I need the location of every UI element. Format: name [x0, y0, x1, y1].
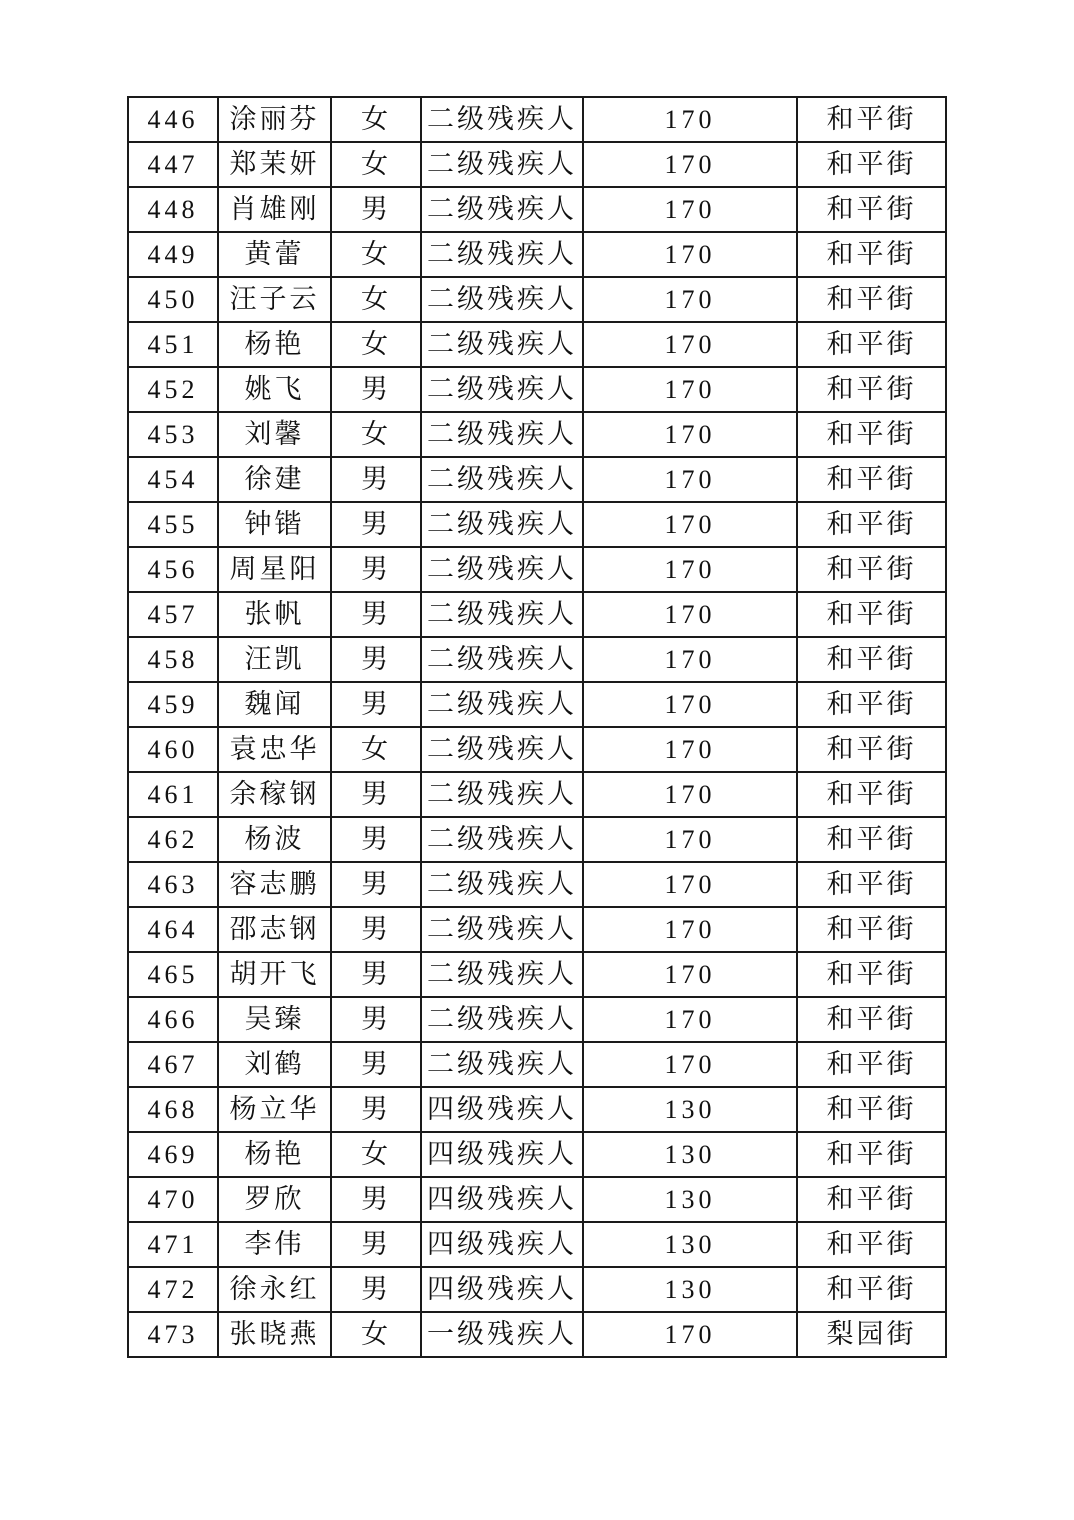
cell-gender: 女 — [331, 322, 421, 367]
cell-disability-level: 二级残疾人 — [421, 232, 583, 277]
cell-amount: 170 — [583, 592, 797, 637]
cell-serial-number: 461 — [128, 772, 218, 817]
table-row — [128, 1267, 946, 1312]
cell-street: 和平街 — [797, 997, 946, 1042]
cell-gender: 男 — [331, 1267, 421, 1312]
cell-serial-number: 446 — [128, 97, 218, 142]
cell-name: 杨立华 — [218, 1087, 331, 1132]
cell-serial-number: 451 — [128, 322, 218, 367]
table-row — [128, 772, 946, 817]
table-row — [128, 142, 946, 187]
cell-street: 梨园街 — [797, 1312, 946, 1357]
cell-serial-number: 463 — [128, 862, 218, 907]
cell-serial-number: 448 — [128, 187, 218, 232]
table-row — [128, 502, 946, 547]
cell-amount: 130 — [583, 1177, 797, 1222]
cell-name: 余稼钢 — [218, 772, 331, 817]
cell-serial-number: 471 — [128, 1222, 218, 1267]
cell-street: 和平街 — [797, 772, 946, 817]
cell-gender: 男 — [331, 862, 421, 907]
cell-amount: 170 — [583, 907, 797, 952]
cell-street: 和平街 — [797, 412, 946, 457]
cell-street: 和平街 — [797, 277, 946, 322]
table-body — [128, 97, 946, 1357]
cell-disability-level: 二级残疾人 — [421, 952, 583, 997]
cell-disability-level: 二级残疾人 — [421, 277, 583, 322]
cell-disability-level: 二级残疾人 — [421, 817, 583, 862]
cell-name: 杨艳 — [218, 1132, 331, 1177]
cell-serial-number: 466 — [128, 997, 218, 1042]
cell-street: 和平街 — [797, 1222, 946, 1267]
cell-name: 徐建 — [218, 457, 331, 502]
cell-gender: 男 — [331, 772, 421, 817]
cell-disability-level: 二级残疾人 — [421, 547, 583, 592]
cell-serial-number: 453 — [128, 412, 218, 457]
table-row — [128, 952, 946, 997]
cell-street: 和平街 — [797, 367, 946, 412]
cell-name: 刘鹤 — [218, 1042, 331, 1087]
cell-amount: 170 — [583, 997, 797, 1042]
cell-disability-level: 二级残疾人 — [421, 772, 583, 817]
cell-serial-number: 456 — [128, 547, 218, 592]
cell-amount: 130 — [583, 1132, 797, 1177]
cell-name: 郑茉妍 — [218, 142, 331, 187]
table-row — [128, 907, 946, 952]
cell-disability-level: 二级残疾人 — [421, 682, 583, 727]
cell-disability-level: 二级残疾人 — [421, 907, 583, 952]
cell-gender: 女 — [331, 142, 421, 187]
cell-name: 刘馨 — [218, 412, 331, 457]
cell-gender: 男 — [331, 1222, 421, 1267]
table-row — [128, 187, 946, 232]
cell-gender: 男 — [331, 592, 421, 637]
table-row — [128, 457, 946, 502]
cell-street: 和平街 — [797, 1042, 946, 1087]
cell-gender: 女 — [331, 232, 421, 277]
cell-name: 徐永红 — [218, 1267, 331, 1312]
table-row — [128, 592, 946, 637]
cell-gender: 男 — [331, 1042, 421, 1087]
cell-gender: 女 — [331, 412, 421, 457]
cell-amount: 170 — [583, 277, 797, 322]
table-row — [128, 1087, 946, 1132]
cell-street: 和平街 — [797, 1177, 946, 1222]
cell-gender: 男 — [331, 817, 421, 862]
cell-street: 和平街 — [797, 322, 946, 367]
cell-amount: 170 — [583, 232, 797, 277]
cell-name: 张晓燕 — [218, 1312, 331, 1357]
cell-serial-number: 469 — [128, 1132, 218, 1177]
cell-serial-number: 454 — [128, 457, 218, 502]
cell-street: 和平街 — [797, 142, 946, 187]
cell-name: 魏闻 — [218, 682, 331, 727]
cell-gender: 男 — [331, 187, 421, 232]
cell-name: 杨艳 — [218, 322, 331, 367]
table-row — [128, 817, 946, 862]
cell-amount: 170 — [583, 1312, 797, 1357]
cell-amount: 170 — [583, 97, 797, 142]
cell-name: 钟锴 — [218, 502, 331, 547]
cell-name: 张帆 — [218, 592, 331, 637]
cell-street: 和平街 — [797, 502, 946, 547]
cell-street: 和平街 — [797, 1087, 946, 1132]
cell-serial-number: 457 — [128, 592, 218, 637]
cell-amount: 170 — [583, 187, 797, 232]
cell-gender: 男 — [331, 682, 421, 727]
cell-disability-level: 四级残疾人 — [421, 1087, 583, 1132]
table-row — [128, 727, 946, 772]
cell-gender: 女 — [331, 1312, 421, 1357]
cell-disability-level: 四级残疾人 — [421, 1177, 583, 1222]
cell-name: 胡开飞 — [218, 952, 331, 997]
cell-serial-number: 449 — [128, 232, 218, 277]
cell-street: 和平街 — [797, 1267, 946, 1312]
cell-name: 容志鹏 — [218, 862, 331, 907]
table-row — [128, 277, 946, 322]
cell-serial-number: 458 — [128, 637, 218, 682]
cell-disability-level: 二级残疾人 — [421, 502, 583, 547]
cell-gender: 男 — [331, 907, 421, 952]
cell-serial-number: 462 — [128, 817, 218, 862]
cell-name: 杨波 — [218, 817, 331, 862]
cell-amount: 170 — [583, 322, 797, 367]
cell-name: 李伟 — [218, 1222, 331, 1267]
table-row — [128, 1132, 946, 1177]
cell-amount: 170 — [583, 502, 797, 547]
cell-amount: 170 — [583, 952, 797, 997]
cell-amount: 170 — [583, 637, 797, 682]
cell-name: 罗欣 — [218, 1177, 331, 1222]
cell-disability-level: 二级残疾人 — [421, 862, 583, 907]
cell-disability-level: 四级残疾人 — [421, 1132, 583, 1177]
cell-street: 和平街 — [797, 817, 946, 862]
table-row — [128, 1177, 946, 1222]
cell-gender: 男 — [331, 997, 421, 1042]
cell-street: 和平街 — [797, 97, 946, 142]
cell-gender: 男 — [331, 502, 421, 547]
cell-serial-number: 470 — [128, 1177, 218, 1222]
cell-amount: 130 — [583, 1087, 797, 1132]
cell-serial-number: 452 — [128, 367, 218, 412]
table-row — [128, 322, 946, 367]
cell-street: 和平街 — [797, 547, 946, 592]
cell-amount: 170 — [583, 412, 797, 457]
cell-serial-number: 468 — [128, 1087, 218, 1132]
cell-serial-number: 472 — [128, 1267, 218, 1312]
cell-street: 和平街 — [797, 592, 946, 637]
table-row — [128, 1312, 946, 1357]
cell-serial-number: 455 — [128, 502, 218, 547]
cell-street: 和平街 — [797, 457, 946, 502]
cell-name: 邵志钢 — [218, 907, 331, 952]
cell-disability-level: 二级残疾人 — [421, 97, 583, 142]
cell-amount: 170 — [583, 817, 797, 862]
cell-disability-level: 四级残疾人 — [421, 1267, 583, 1312]
cell-name: 汪子云 — [218, 277, 331, 322]
cell-street: 和平街 — [797, 232, 946, 277]
cell-street: 和平街 — [797, 952, 946, 997]
table-row — [128, 547, 946, 592]
cell-disability-level: 二级残疾人 — [421, 727, 583, 772]
cell-name: 涂丽芬 — [218, 97, 331, 142]
cell-gender: 男 — [331, 1087, 421, 1132]
cell-serial-number: 465 — [128, 952, 218, 997]
cell-disability-level: 二级残疾人 — [421, 367, 583, 412]
cell-disability-level: 二级残疾人 — [421, 457, 583, 502]
cell-amount: 170 — [583, 727, 797, 772]
cell-street: 和平街 — [797, 907, 946, 952]
cell-serial-number: 450 — [128, 277, 218, 322]
cell-name: 吴臻 — [218, 997, 331, 1042]
cell-disability-level: 二级残疾人 — [421, 412, 583, 457]
cell-serial-number: 460 — [128, 727, 218, 772]
cell-street: 和平街 — [797, 862, 946, 907]
cell-name: 姚飞 — [218, 367, 331, 412]
cell-amount: 170 — [583, 142, 797, 187]
table-row — [128, 1042, 946, 1087]
cell-street: 和平街 — [797, 1132, 946, 1177]
cell-name: 肖雄刚 — [218, 187, 331, 232]
cell-gender: 男 — [331, 457, 421, 502]
cell-name: 周星阳 — [218, 547, 331, 592]
cell-gender: 男 — [331, 1177, 421, 1222]
beneficiary-table — [127, 96, 947, 1358]
cell-name: 汪凯 — [218, 637, 331, 682]
cell-disability-level: 一级残疾人 — [421, 1312, 583, 1357]
table-row — [128, 682, 946, 727]
cell-street: 和平街 — [797, 637, 946, 682]
table-row — [128, 1222, 946, 1267]
cell-street: 和平街 — [797, 727, 946, 772]
cell-gender: 女 — [331, 97, 421, 142]
table-row — [128, 412, 946, 457]
cell-disability-level: 二级残疾人 — [421, 322, 583, 367]
cell-gender: 男 — [331, 547, 421, 592]
cell-amount: 170 — [583, 457, 797, 502]
table-row — [128, 367, 946, 412]
cell-amount: 130 — [583, 1222, 797, 1267]
cell-serial-number: 447 — [128, 142, 218, 187]
cell-disability-level: 二级残疾人 — [421, 997, 583, 1042]
cell-amount: 170 — [583, 367, 797, 412]
cell-disability-level: 二级残疾人 — [421, 1042, 583, 1087]
table-row — [128, 97, 946, 142]
cell-disability-level: 二级残疾人 — [421, 592, 583, 637]
cell-amount: 170 — [583, 547, 797, 592]
cell-gender: 男 — [331, 367, 421, 412]
cell-gender: 女 — [331, 727, 421, 772]
cell-gender: 男 — [331, 952, 421, 997]
cell-name: 黄蕾 — [218, 232, 331, 277]
cell-disability-level: 四级残疾人 — [421, 1222, 583, 1267]
table-row — [128, 997, 946, 1042]
cell-disability-level: 二级残疾人 — [421, 187, 583, 232]
cell-amount: 130 — [583, 1267, 797, 1312]
cell-gender: 女 — [331, 277, 421, 322]
cell-serial-number: 467 — [128, 1042, 218, 1087]
cell-street: 和平街 — [797, 187, 946, 232]
cell-disability-level: 二级残疾人 — [421, 142, 583, 187]
cell-amount: 170 — [583, 862, 797, 907]
cell-name: 袁忠华 — [218, 727, 331, 772]
cell-serial-number: 473 — [128, 1312, 218, 1357]
cell-serial-number: 459 — [128, 682, 218, 727]
cell-amount: 170 — [583, 772, 797, 817]
cell-gender: 男 — [331, 637, 421, 682]
cell-street: 和平街 — [797, 682, 946, 727]
table-row — [128, 232, 946, 277]
cell-amount: 170 — [583, 682, 797, 727]
cell-serial-number: 464 — [128, 907, 218, 952]
cell-gender: 女 — [331, 1132, 421, 1177]
cell-amount: 170 — [583, 1042, 797, 1087]
table-row — [128, 637, 946, 682]
cell-disability-level: 二级残疾人 — [421, 637, 583, 682]
table-row — [128, 862, 946, 907]
